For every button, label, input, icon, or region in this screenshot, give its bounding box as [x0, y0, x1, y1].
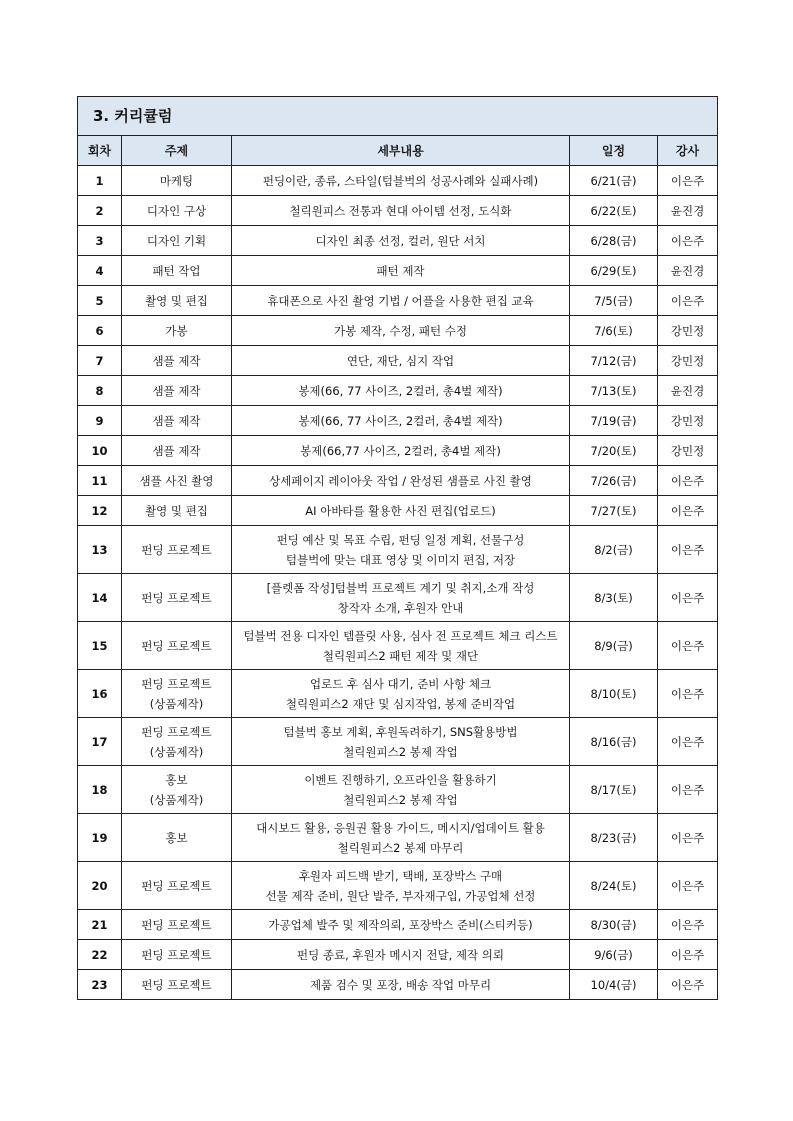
teacher-cell: 강민정: [658, 406, 718, 436]
detail-line: 휴대폰으로 사진 촬영 기법 / 어플을 사용한 편집 교육: [267, 293, 534, 308]
table-row: [78, 196, 718, 226]
detail-cell: [232, 316, 570, 346]
topic-line: 펀딩 프로젝트: [141, 638, 212, 653]
session-number: 20: [78, 862, 122, 910]
topic-cell: [122, 766, 232, 814]
table-row: [78, 670, 718, 718]
detail-cell: [232, 196, 570, 226]
detail-line: 봉제(66, 77 사이즈, 2컬러, 총4벌 제작): [298, 383, 503, 398]
header-topic: 주제: [122, 136, 232, 166]
session-number: 10: [78, 436, 122, 466]
detail-cell: [232, 940, 570, 970]
date-cell: 8/30(금): [570, 910, 658, 940]
topic-line: 디자인 기획: [146, 233, 207, 248]
session-number: 11: [78, 466, 122, 496]
topic-cell: [122, 970, 232, 1000]
detail-line: 텀블벅 전용 디자인 템플릿 사용, 심사 전 프로젝트 체크 리스트: [243, 628, 558, 643]
date-cell: 7/19(금): [570, 406, 658, 436]
detail-line: AI 아바타를 활용한 사진 편집(업로드): [305, 503, 496, 518]
header-teacher: 강사: [658, 136, 718, 166]
topic-cell: [122, 526, 232, 574]
session-number: 7: [78, 346, 122, 376]
table-row: [78, 346, 718, 376]
date-cell: 7/27(토): [570, 496, 658, 526]
date-cell: 6/21(금): [570, 166, 658, 196]
detail-cell: [232, 670, 570, 718]
topic-line: 패턴 작업: [152, 263, 201, 278]
session-number: 3: [78, 226, 122, 256]
table-row: [78, 766, 718, 814]
topic-cell: [122, 574, 232, 622]
date-cell: 8/9(금): [570, 622, 658, 670]
topic-cell: [122, 862, 232, 910]
topic-line: 샘플 제작: [152, 413, 201, 428]
date-cell: 9/6(금): [570, 940, 658, 970]
detail-cell: [232, 166, 570, 196]
date-cell: 7/12(금): [570, 346, 658, 376]
curriculum-table: [77, 96, 718, 1000]
topic-line: 샘플 제작: [152, 383, 201, 398]
table-row: [78, 574, 718, 622]
topic-line: 펀딩 프로젝트: [141, 917, 212, 932]
session-number: 15: [78, 622, 122, 670]
session-number: 4: [78, 256, 122, 286]
topic-line: 펀딩 프로젝트: [141, 542, 212, 557]
topic-cell: [122, 436, 232, 466]
session-number: 8: [78, 376, 122, 406]
topic-cell: [122, 286, 232, 316]
topic-line: 가봉: [165, 323, 188, 338]
teacher-cell: 이은주: [658, 574, 718, 622]
topic-line: 홍보: [165, 830, 188, 845]
teacher-cell: 이은주: [658, 226, 718, 256]
date-cell: 7/26(금): [570, 466, 658, 496]
teacher-cell: 윤진경: [658, 196, 718, 226]
detail-line: 봉제(66, 77 사이즈, 2컬러, 총4벌 제작): [298, 413, 503, 428]
teacher-cell: 이은주: [658, 862, 718, 910]
session-number: 5: [78, 286, 122, 316]
date-cell: 8/24(토): [570, 862, 658, 910]
date-cell: 6/29(토): [570, 256, 658, 286]
detail-line: 업로드 후 심사 대기, 준비 사항 체크: [309, 676, 492, 691]
detail-cell: [232, 862, 570, 910]
table-row: [78, 622, 718, 670]
detail-line: 대시보드 활용, 응원권 활용 가이드, 메시지/업데이트 활용: [256, 820, 545, 835]
teacher-cell: 이은주: [658, 766, 718, 814]
topic-cell: [122, 406, 232, 436]
detail-line: 이벤트 진행하기, 오프라인을 활용하기: [304, 772, 497, 787]
topic-cell: [122, 256, 232, 286]
detail-cell: [232, 526, 570, 574]
session-number: 17: [78, 718, 122, 766]
detail-line: 패턴 제작: [376, 263, 425, 278]
table-row: [78, 862, 718, 910]
topic-line: 마케팅: [159, 173, 194, 188]
detail-line: 봉제(66,77 사이즈, 2컬러, 총4벌 제작): [300, 443, 501, 458]
detail-cell: [232, 574, 570, 622]
detail-cell: [232, 436, 570, 466]
table-row: [78, 496, 718, 526]
teacher-cell: 이은주: [658, 166, 718, 196]
detail-cell: [232, 286, 570, 316]
topic-cell: [122, 316, 232, 346]
topic-line: (상품제작): [149, 792, 204, 807]
detail-cell: [232, 346, 570, 376]
date-cell: 8/23(금): [570, 814, 658, 862]
detail-line: 철릭원피스2 봉제 마무리: [337, 840, 464, 855]
detail-line: 펀딩이란, 종류, 스타일(텀블벅의 성공사례와 실패사례): [262, 173, 539, 188]
detail-cell: [232, 406, 570, 436]
date-cell: 8/17(토): [570, 766, 658, 814]
session-number: 2: [78, 196, 122, 226]
detail-line: 연단, 재단, 심지 작업: [346, 353, 455, 368]
header-session: 회차: [78, 136, 122, 166]
topic-line: 디자인 구상: [146, 203, 207, 218]
teacher-cell: 강민정: [658, 346, 718, 376]
detail-line: 텀블벅 홍보 계획, 후원독려하기, SNS활용방법: [283, 724, 518, 739]
teacher-cell: 이은주: [658, 526, 718, 574]
topic-cell: [122, 940, 232, 970]
teacher-cell: 윤진경: [658, 256, 718, 286]
teacher-cell: 강민정: [658, 316, 718, 346]
table-row: [78, 226, 718, 256]
topic-cell: [122, 226, 232, 256]
date-cell: 7/20(토): [570, 436, 658, 466]
detail-cell: [232, 910, 570, 940]
table-row: [78, 718, 718, 766]
date-cell: 10/4(금): [570, 970, 658, 1000]
table-row: [78, 286, 718, 316]
detail-line: 철릭원피스2 봉제 작업: [343, 792, 458, 807]
teacher-cell: 이은주: [658, 286, 718, 316]
date-cell: 8/10(토): [570, 670, 658, 718]
detail-line: 선물 제작 준비, 원단 발주, 부자재구입, 가공업체 선정: [265, 888, 536, 903]
topic-cell: [122, 466, 232, 496]
session-number: 23: [78, 970, 122, 1000]
session-number: 13: [78, 526, 122, 574]
date-cell: 6/28(금): [570, 226, 658, 256]
session-number: 12: [78, 496, 122, 526]
topic-cell: [122, 166, 232, 196]
detail-cell: [232, 496, 570, 526]
topic-cell: [122, 496, 232, 526]
detail-line: 철릭원피스2 패턴 제작 및 재단: [322, 648, 479, 663]
topic-line: (상품제작): [149, 696, 204, 711]
topic-line: 펀딩 프로젝트: [141, 878, 212, 893]
detail-line: 철릭원피스2 봉제 작업: [343, 744, 458, 759]
table-row: [78, 256, 718, 286]
detail-line: 제품 검수 및 포장, 배송 작업 마무리: [309, 977, 492, 992]
section-title: 3. 커리큘럼: [78, 97, 718, 136]
table-row: [78, 910, 718, 940]
session-number: 14: [78, 574, 122, 622]
date-cell: 8/16(금): [570, 718, 658, 766]
detail-line: 가봉 제작, 수정, 패턴 수정: [333, 323, 468, 338]
session-number: 6: [78, 316, 122, 346]
session-number: 22: [78, 940, 122, 970]
teacher-cell: 강민정: [658, 436, 718, 466]
detail-cell: [232, 766, 570, 814]
date-cell: 8/2(금): [570, 526, 658, 574]
topic-line: (상품제작): [149, 744, 204, 759]
date-cell: 7/6(토): [570, 316, 658, 346]
header-detail: 세부내용: [232, 136, 570, 166]
topic-line: 촬영 및 편집: [145, 293, 208, 308]
session-number: 9: [78, 406, 122, 436]
table-row: [78, 814, 718, 862]
topic-line: 펀딩 프로젝트: [141, 947, 212, 962]
topic-line: 홍보: [165, 772, 188, 787]
session-number: 21: [78, 910, 122, 940]
date-cell: 7/5(금): [570, 286, 658, 316]
curriculum-document: [77, 96, 717, 1000]
topic-line: 펀딩 프로젝트: [141, 724, 212, 739]
detail-line: 철릭원피스 전통과 현대 아이템 선정, 도식화: [289, 203, 512, 218]
topic-cell: [122, 196, 232, 226]
detail-line: 가공업체 발주 및 제작의뢰, 포장박스 준비(스티커등): [268, 917, 533, 932]
teacher-cell: 이은주: [658, 814, 718, 862]
table-row: [78, 466, 718, 496]
table-row: [78, 376, 718, 406]
table-row: [78, 436, 718, 466]
topic-line: 샘플 제작: [152, 443, 201, 458]
topic-line: 촬영 및 편집: [145, 503, 208, 518]
session-number: 1: [78, 166, 122, 196]
detail-line: 펀딩 예산 및 목표 수립, 펀딩 일정 계획, 선물구성: [276, 532, 525, 547]
topic-line: 샘플 제작: [152, 353, 201, 368]
teacher-cell: 이은주: [658, 466, 718, 496]
date-cell: 7/13(토): [570, 376, 658, 406]
topic-cell: [122, 376, 232, 406]
detail-line: 펀딩 종료, 후원자 메시지 전달, 제작 의뢰: [297, 947, 504, 962]
curriculum-rows: [78, 166, 718, 1000]
table-row: [78, 166, 718, 196]
detail-cell: [232, 814, 570, 862]
detail-cell: [232, 622, 570, 670]
teacher-cell: 이은주: [658, 940, 718, 970]
topic-cell: [122, 910, 232, 940]
session-number: 18: [78, 766, 122, 814]
topic-line: 펀딩 프로젝트: [141, 590, 212, 605]
table-header-row: [78, 136, 718, 166]
topic-cell: [122, 718, 232, 766]
topic-cell: [122, 670, 232, 718]
date-cell: 8/3(토): [570, 574, 658, 622]
header-date: 일정: [570, 136, 658, 166]
detail-cell: [232, 226, 570, 256]
table-row: [78, 526, 718, 574]
topic-cell: [122, 346, 232, 376]
topic-cell: [122, 622, 232, 670]
teacher-cell: 이은주: [658, 670, 718, 718]
table-row: [78, 406, 718, 436]
teacher-cell: 이은주: [658, 910, 718, 940]
detail-cell: [232, 256, 570, 286]
teacher-cell: 윤진경: [658, 376, 718, 406]
teacher-cell: 이은주: [658, 718, 718, 766]
teacher-cell: 이은주: [658, 970, 718, 1000]
date-cell: 6/22(토): [570, 196, 658, 226]
detail-line: 창작자 소개, 후원자 안내: [337, 600, 464, 615]
detail-line: 디자인 최종 선정, 컬러, 원단 서치: [315, 233, 486, 248]
detail-cell: [232, 376, 570, 406]
detail-line: 텀블벅에 맞는 대표 영상 및 이미지 편집, 저장: [285, 552, 516, 567]
table-row: [78, 316, 718, 346]
detail-line: 철릭원피스2 재단 및 심지작업, 봉제 준비작업: [285, 696, 516, 711]
session-number: 19: [78, 814, 122, 862]
table-row: [78, 970, 718, 1000]
detail-cell: [232, 718, 570, 766]
session-number: 16: [78, 670, 122, 718]
topic-line: 펀딩 프로젝트: [141, 977, 212, 992]
topic-line: 펀딩 프로젝트: [141, 676, 212, 691]
detail-cell: [232, 466, 570, 496]
detail-line: 후원자 피드백 받기, 택배, 포장박스 구매: [298, 868, 503, 883]
teacher-cell: 이은주: [658, 622, 718, 670]
table-row: [78, 940, 718, 970]
topic-line: 샘플 사진 촬영: [139, 473, 214, 488]
detail-line: [플렛폼 작성]텀블벅 프로젝트 계기 및 취지,소개 작성: [266, 580, 535, 595]
detail-cell: [232, 970, 570, 1000]
topic-cell: [122, 814, 232, 862]
detail-line: 상세페이지 레이아웃 작업 / 완성된 샘플로 사진 촬영: [269, 473, 532, 488]
teacher-cell: 이은주: [658, 496, 718, 526]
